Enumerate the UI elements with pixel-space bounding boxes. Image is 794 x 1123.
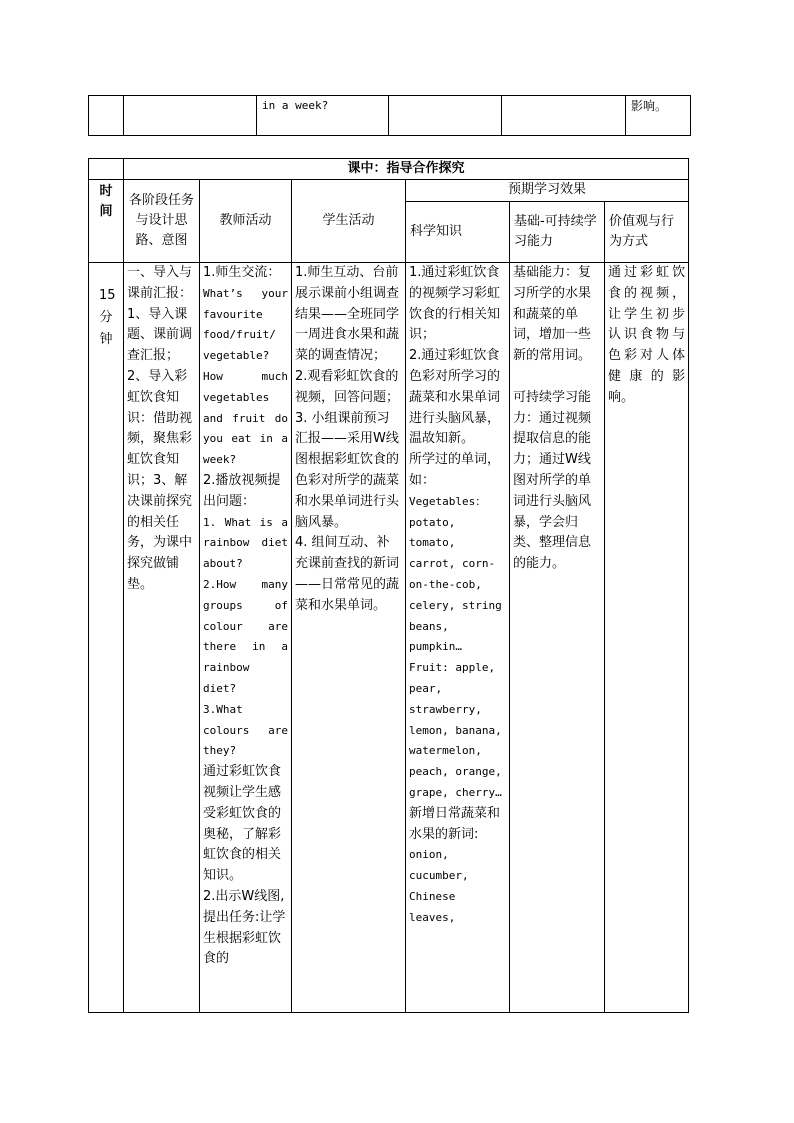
- time-value: 15分钟: [99, 288, 116, 347]
- student-line-2: 2.观看彩虹饮食的视频，回答问题；: [295, 368, 400, 405]
- fragment-cell-2: [124, 96, 257, 136]
- student-line-3: 3. 小组课前预习汇报——采用W线图根据彩虹饮食的色彩对所学的蔬菜和水果单词进行头脑风暴。: [295, 410, 400, 530]
- header-student-label: 学生活动: [322, 213, 375, 228]
- teacher-line-9: 2.出示W线图,提出任务:让学生根据彩虹饮食的: [203, 888, 286, 967]
- lesson-plan-table: [88, 158, 689, 1013]
- header-expected: [406, 180, 689, 202]
- design-line-1: 一、导入与课前汇报：: [127, 265, 193, 301]
- design-cell: [124, 263, 200, 1013]
- teacher-line-4: 2.播放视频提出问题：: [203, 472, 281, 509]
- science-line-3: 所学过的单词，如：: [409, 452, 501, 488]
- science-line-7: onion, cucumber, Chinese leaves,: [409, 848, 469, 924]
- header-science-label: 科学知识: [410, 224, 463, 239]
- science-line-5: Fruit: apple, pear, strawberry, lemon, banana, watermelon, peach, orange, grape, cherry…: [409, 661, 502, 799]
- teacher-line-3: How much vegetables and fruit do you eat in a week?: [203, 369, 288, 467]
- previous-table-fragment: [88, 95, 691, 136]
- fragment-row: [89, 96, 691, 136]
- design-line-3: 2、导入彩虹饮食知识：借助视频，聚焦彩虹饮食知识；3、解决课前探究的相关任务，为课中探究做铺垫。: [127, 368, 193, 592]
- design-line-2: 1、导入课题、课前调查汇报；: [127, 306, 193, 364]
- section-title: 课中：指导合作探究: [124, 159, 689, 180]
- fragment-cell-5: [502, 96, 626, 136]
- teacher-cell: [200, 263, 292, 1013]
- header-science: [406, 202, 510, 263]
- header-expected-label: 预期学习效果: [508, 182, 587, 197]
- ability-spacer: [513, 367, 601, 388]
- fragment-cell-3: [257, 96, 389, 136]
- header-student: [292, 180, 406, 263]
- title-row: [89, 159, 689, 180]
- ability-line-1: 基础能力：复习所学的水果和蔬菜的单词，增加一些新的常用词。: [513, 265, 592, 364]
- fragment-cell-6: [626, 96, 691, 136]
- teacher-line-2: What’s your favourite food/fruit/ vegetable?: [203, 286, 288, 363]
- header-value-label: 价值观与行为方式: [609, 214, 675, 249]
- science-cell: [406, 263, 510, 1013]
- header-time-label: 时间: [99, 184, 113, 219]
- header-value: [605, 202, 689, 263]
- student-cell: [292, 263, 406, 1013]
- content-row: [89, 263, 689, 1013]
- student-line-1: 1.师生互动、台前展示课前小组调查结果——全班同学一周进食水果和蔬菜的调查情况；: [295, 265, 400, 364]
- science-line-1: 1.通过彩虹饮食的视频学习彩虹饮食的行相关知识；: [409, 265, 501, 343]
- header-teacher: [200, 180, 292, 263]
- science-line-6: 新增日常蔬菜和水果的新词:: [409, 805, 501, 842]
- header-design-label: 各阶段任务与设计思路、意图: [128, 193, 194, 248]
- science-line-4: Vegetables：potato, tomato, carrot, corn-on-the-cob, celery, string beans, pumpkin…: [409, 494, 502, 654]
- teacher-line-7: 3.What colours are they?: [203, 702, 288, 758]
- fragment-text-week: in a week?: [262, 99, 329, 112]
- title-blank-cell: [89, 159, 124, 180]
- teacher-line-5: 1. What is a rainbow diet about?: [203, 515, 288, 571]
- value-text: 通过彩虹饮食的视频，让学生初步认识食物与色彩对人体健康的影响。: [608, 265, 686, 405]
- time-cell: [89, 263, 124, 1013]
- fragment-cell-1: [89, 96, 124, 136]
- student-line-4: 4. 组间互动、补充课前查找的新词——日常常见的蔬菜和水果单词。: [295, 535, 400, 613]
- header-time: [89, 180, 124, 263]
- header-teacher-label: 教师活动: [219, 213, 272, 228]
- ability-line-2: 可持续学习能力：通过视频提取信息的能力；通过W线图对所学的单词进行头脑风暴，学会归类、整理信息的能力。: [513, 389, 592, 572]
- teacher-line-6: 2.How many groups of colour are there in a rainbow diet?: [203, 577, 288, 695]
- value-cell: [605, 263, 689, 1013]
- teacher-line-1: 1.师生交流：: [203, 265, 281, 280]
- fragment-text-influence: 影响。: [631, 99, 668, 113]
- ability-cell: [510, 263, 605, 1013]
- header-ability-label: 基础-可持续学习能力: [514, 214, 597, 249]
- header-ability: [510, 202, 605, 263]
- science-line-2: 2.通过彩虹饮食色彩对所学习的蔬菜和水果单词进行头脑风暴，温故知新。: [409, 348, 501, 447]
- header-row-1: [89, 180, 689, 202]
- fragment-cell-4: [389, 96, 502, 136]
- teacher-line-8: 通过彩虹饮食视频让学生感受彩虹饮食的奥秘，了解彩虹饮食的相关知识。: [203, 764, 282, 884]
- header-design: [124, 180, 200, 263]
